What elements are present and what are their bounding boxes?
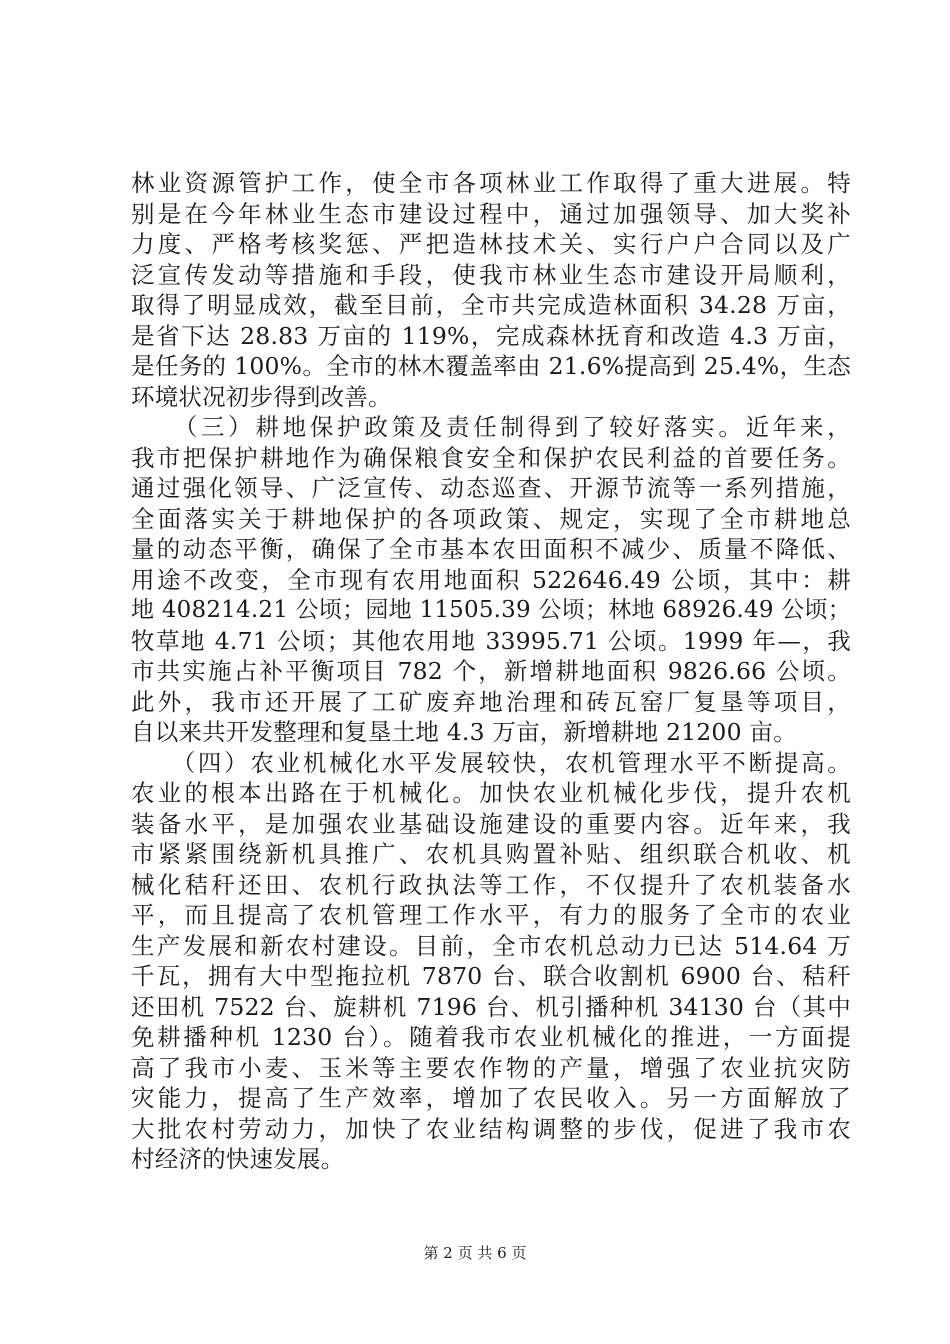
text-line: 取得了明显成效，截至目前，全市共完成造林面积 34.28 万亩， [131,291,851,319]
text-line: 地 408214.21 公顷；园地 11505.39 公顷；林地 68926.49 公顷； [131,597,851,623]
text-line: 市共实施占补平衡项目 782 个，新增耕地面积 9826.66 公顷。 [131,657,851,685]
text-line: 平，而且提高了农机管理工作水平，有力的服务了全市的农业 [131,901,851,929]
text-line: 千瓦，拥有大中型拖拉机 7870 台、联合收割机 6900 台、秸秆 [131,962,851,990]
text-line: 械化秸秆还田、农机行政执法等工作，不仅提升了农机装备水 [131,870,851,899]
text-line: 量的动态平衡，确保了全市基本农田面积不减少、质量不降低、 [131,535,851,563]
text-line: 牧草地 4.71 公顷；其他农用地 33995.71 公顷。1999 年—，我 [131,626,851,655]
text-line: 是任务的 100%。全市的林木覆盖率由 21.6%提高到 25.4%，生态 [131,352,851,380]
text-line: 力度、严格考核奖惩、严把造林技术关、实行户户合同以及广 [131,230,851,258]
text-line: 泛宣传发动等措施和手段，使我市林业生态市建设开局顺利， [131,260,851,289]
text-line: 林业资源管护工作，使全市各项林业工作取得了重大进展。特 [131,169,851,197]
text-line: 大批农村劳动力，加快了农业结构调整的步伐，促进了我市农 [131,1114,851,1143]
text-line: 灾能力，提高了生产效率，增加了农民收入。另一方面解放了 [131,1084,851,1112]
text-line: 自以来共开发整理和复垦土地 4.3 万亩，新增耕地 21200 亩。 [131,718,797,746]
text-line: 免耕播种机 1230 台）。随着我市农业机械化的推进，一方面提 [131,1023,851,1051]
text-line: 还田机 7522 台、旋耕机 7196 台、机引播种机 34130 台（其中 [131,992,851,1021]
body-text [131,168,851,1175]
text-line: 此外，我市还开展了工矿废弃地治理和砖瓦窑厂复垦等项目， [131,687,851,716]
text-line: 农业的根本出路在于机械化。加快农业机械化步伐，提升农机 [131,779,851,807]
text-line: 全面落实关于耕地保护的各项政策、规定，实现了全市耕地总 [131,504,851,533]
text-line: 通过强化领导、广泛宣传、动态巡查、开源节流等一系列措施， [131,474,851,502]
text-line: 别是在今年林业生态市建设过程中，通过加强领导、加大奖补 [131,199,851,228]
text-line: 装备水平，是加强农业基础设施建设的重要内容。近年来，我 [131,809,851,838]
text-line: （四）农业机械化水平发展较快，农机管理水平不断提高。 [131,748,851,777]
page-footer [0,1243,950,1263]
text-line: （三）耕地保护政策及责任制得到了较好落实。近年来， [131,413,851,441]
text-line: 环境状况初步得到改善。 [131,382,392,411]
text-line: 我市把保护耕地作为确保粮食安全和保护农民利益的首要任务。 [131,443,851,472]
text-line: 生产发展和新农村建设。目前，全市农机总动力已达 514.64 万 [131,931,851,960]
text-line: 市紧紧围绕新机具推广、农机具购置补贴、组织联合机收、机 [131,840,851,868]
text-line: 村经济的快速发展。 [131,1145,345,1173]
page-number: 第 2 页 共 6 页 [423,1244,527,1262]
text-line: 是省下达 28.83 万亩的 119%，完成森林抚育和改造 4.3 万亩， [131,321,851,350]
text-line: 用途不改变，全市现有农用地面积 522646.49 公顷，其中：耕 [131,565,851,594]
text-line: 高了我市小麦、玉米等主要农作物的产量，增强了农业抗灾防 [131,1053,851,1082]
